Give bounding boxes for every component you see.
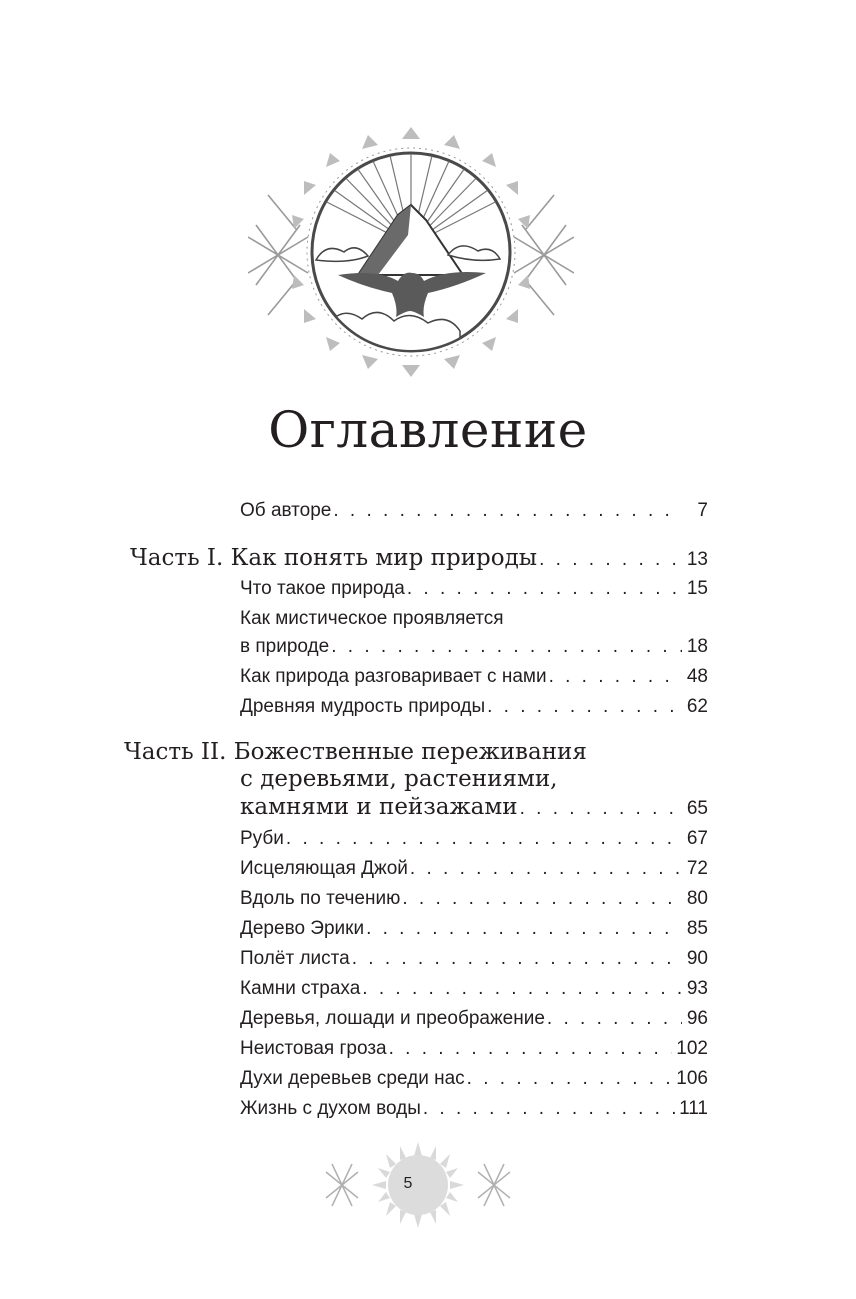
toc-entry-label: Камни страха: [240, 978, 361, 999]
toc-entry-page: 18: [686, 636, 708, 657]
toc-entry-about[interactable]: [240, 496, 708, 526]
toc-entry-page: 62: [686, 696, 708, 717]
toc-part-label: камнями и пейзажами: [240, 794, 518, 820]
dot-leader: [407, 574, 682, 604]
toc-entry[interactable]: [240, 1034, 708, 1064]
toc-entry[interactable]: [240, 914, 708, 944]
dot-leader: [331, 632, 682, 662]
toc-entry[interactable]: [240, 854, 708, 884]
dot-leader: [423, 1094, 675, 1124]
dot-leader: [389, 1034, 673, 1064]
toc-entry[interactable]: [240, 884, 708, 914]
toc-entry-label: Духи деревьев среди нас: [240, 1068, 465, 1089]
toc-entry[interactable]: [240, 944, 708, 974]
page-number: 5: [403, 1175, 413, 1192]
toc-entry-page: 67: [686, 828, 708, 849]
toc-entry-page: 7: [697, 500, 708, 521]
dot-leader: [410, 854, 682, 884]
toc-entry-label: Руби: [240, 828, 284, 849]
toc-entry-label: в природе: [240, 636, 330, 657]
toc-entry-label: Вдоль по течению: [240, 888, 401, 909]
dot-leader: [520, 794, 682, 824]
toc-entry[interactable]: [240, 632, 708, 662]
toc-entry-page: 85: [686, 918, 708, 939]
toc-entry-page: 96: [686, 1008, 708, 1029]
toc-entry-page: 80: [686, 888, 708, 909]
toc-part-2-line2[interactable]: с деревьями, растениями,: [240, 766, 558, 792]
dot-leader: [362, 974, 682, 1004]
toc-entry[interactable]: [240, 574, 708, 604]
toc-entry-page: 48: [686, 666, 708, 687]
toc-entry-label: Дерево Эрики: [240, 918, 365, 939]
toc-entry[interactable]: [240, 662, 708, 692]
toc-entry-page: 13: [686, 549, 708, 570]
dot-leader: [547, 1004, 682, 1034]
dot-leader: [352, 944, 682, 974]
toc-entry[interactable]: [240, 1094, 708, 1124]
toc-entry-page: 15: [686, 578, 708, 599]
toc-entry-page: 65: [686, 798, 708, 819]
toc-entry-page: 93: [686, 978, 708, 999]
dot-leader: [366, 914, 682, 944]
toc-entry-label: Жизнь с духом воды: [240, 1098, 421, 1119]
toc-entry-page: 106: [676, 1068, 708, 1089]
dot-leader: [549, 662, 682, 692]
toc-part-2-line1[interactable]: Часть II. Божественные переживания: [124, 739, 587, 765]
toc-entry[interactable]: [240, 974, 708, 1004]
dot-leader: [539, 545, 682, 575]
dot-leader: [402, 884, 682, 914]
dot-leader: [487, 692, 682, 722]
toc-entry-label: Полёт листа: [240, 948, 350, 969]
toc-entry-label: Как природа разговаривает с нами: [240, 666, 547, 687]
toc-entry-label: Деревья, лошади и преображение: [240, 1008, 545, 1029]
toc-part-label: Часть I. Как понять мир природы: [130, 545, 538, 571]
toc-entry-page: 72: [686, 858, 708, 879]
dot-leader: [467, 1064, 673, 1094]
toc-entry[interactable]: [240, 692, 708, 722]
toc-entry-page: 102: [676, 1038, 708, 1059]
toc-entry[interactable]: [240, 1004, 708, 1034]
toc-entry-page: 90: [686, 948, 708, 969]
toc-entry-label-line1[interactable]: Как мистическое проявляется: [240, 608, 504, 629]
toc-entry-label: Об авторе: [240, 500, 332, 521]
page-title: Оглавление: [268, 401, 588, 459]
toc-entry-page: 111: [679, 1098, 708, 1119]
toc-entry-label: Древняя мудрость природы: [240, 696, 486, 717]
toc-part-1[interactable]: [130, 543, 708, 575]
toc-entry[interactable]: [240, 824, 708, 854]
toc-entry[interactable]: [240, 1064, 708, 1094]
toc-entry-label: Неистовая гроза: [240, 1038, 387, 1059]
toc-part-2[interactable]: [240, 792, 708, 824]
toc-entry-label: Исцеляющая Джой: [240, 858, 408, 879]
toc-entry-label: Что такое природа: [240, 578, 405, 599]
dot-leader: [333, 496, 682, 526]
dot-leader: [286, 824, 682, 854]
